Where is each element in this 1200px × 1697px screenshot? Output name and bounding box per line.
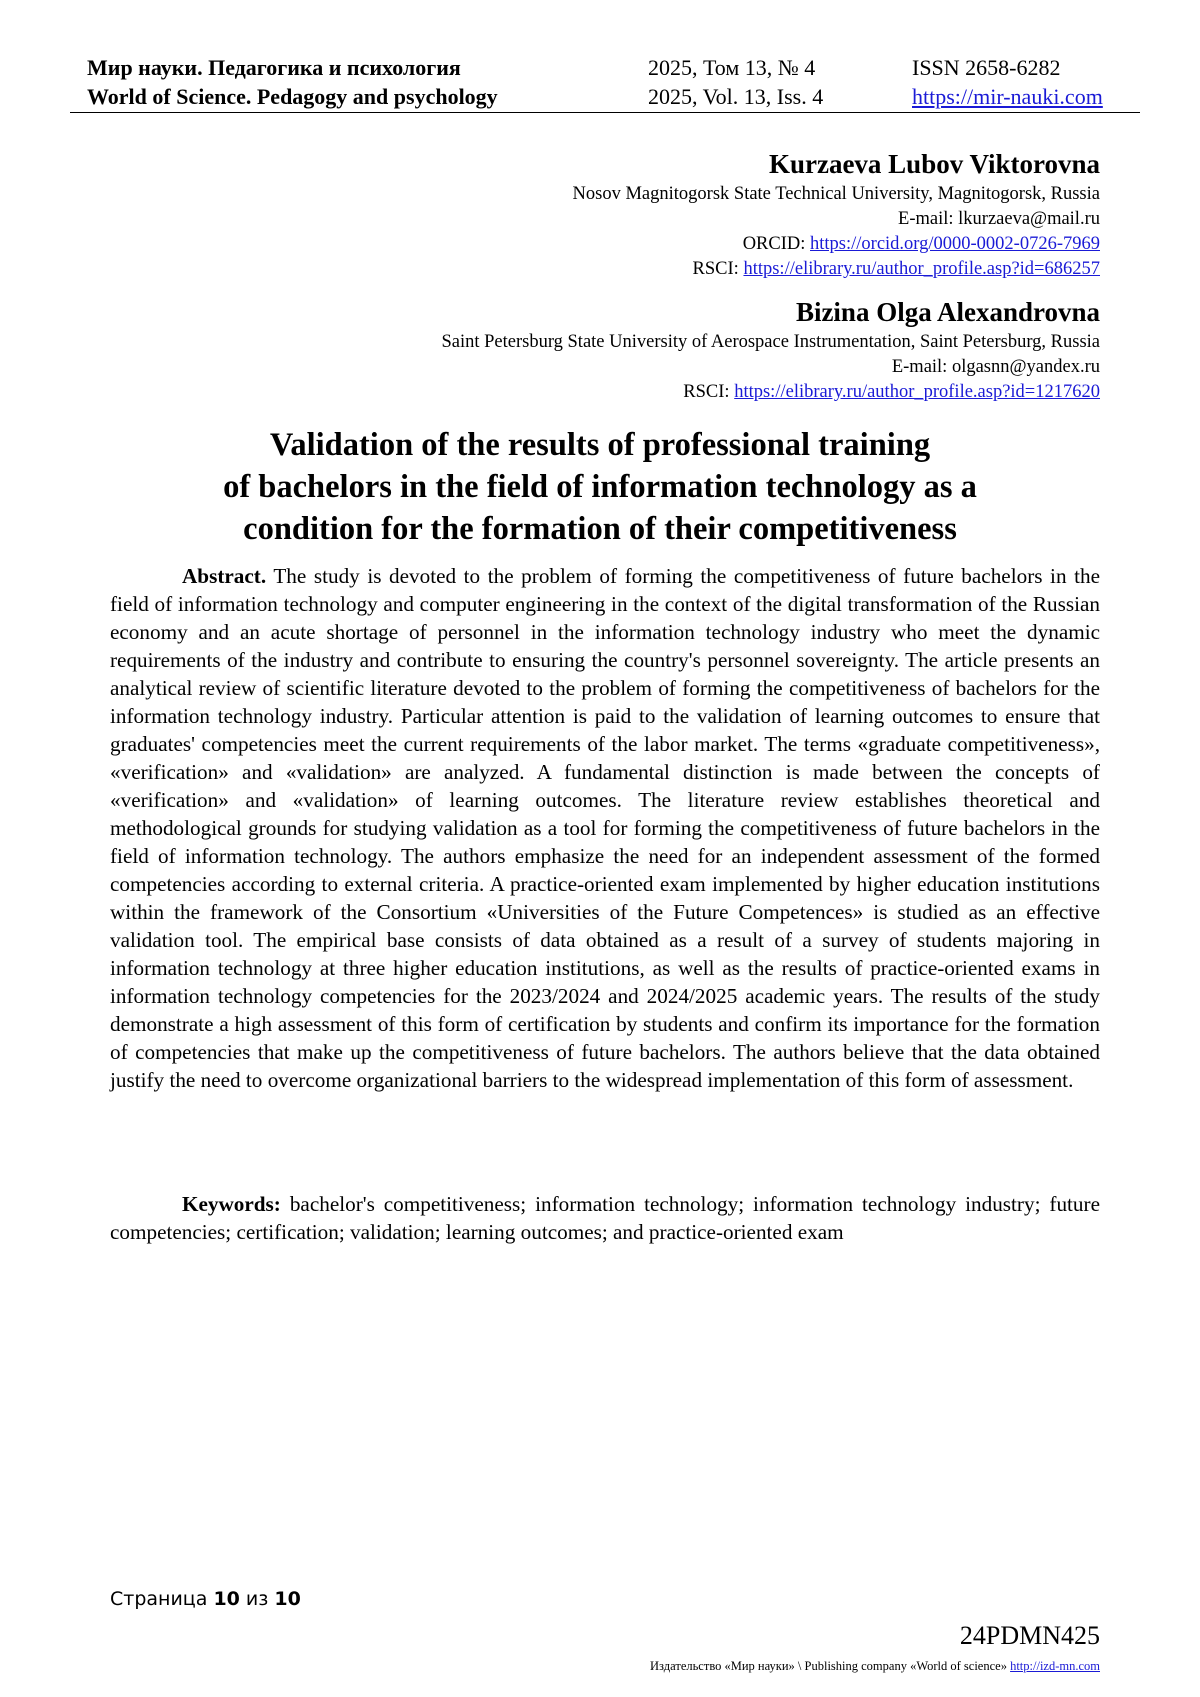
issn: ISSN 2658-6282 <box>912 55 1061 80</box>
orcid-link[interactable]: https://orcid.org/0000-0002-0726-7969 <box>810 234 1100 254</box>
author-block-1 <box>100 146 1100 282</box>
author-name: Kurzaeva Lubov Viktorovna <box>768 149 1100 179</box>
page-current: 10 <box>213 1588 240 1610</box>
abstract-text: The study is devoted to the problem of forming the competitiveness of future bachelors in the field of information technology and computer engineering in the context of the digital transformation of the Russian economy and an acute shortage of personnel in the information technology industry who meet the dynamic requirements of the industry and contribute to ensuring the country's personnel sovereignty. The article presents an analytical review of scientific literature devoted to the problem of forming the competitiveness of bachelors for the information technology industry. Particular attention is paid to the validation of learning outcomes to ensure that graduates' competencies meet the current requirements of the labor market. The terms «graduate competitiveness», «verification» and «validation» are analyzed. A fundamental distinction is made between the concepts of «verification» and «validation» of learning outcomes. The literature review establishes theoretical and methodological grounds for studying validation as a tool for forming the competitiveness of future bachelors in the field of information technology. The authors emphasize the need for an independent assessment of the formed competencies according to external criteria. A practice-oriented exam implemented by higher education institutions within the framework of the Consortium «Universities of the Future Competences» is studied as an effective validation tool. The empirical base consists of data obtained as a result of a survey of students majoring in information technology at three higher education institutions, as well as the results of practice-oriented exams in information technology competencies for the 2023/2024 and 2024/2025 academic years. The results of the study demonstrate a high assessment of this form of certification by students and confirm its importance for the formation of competencies that make up the competitiveness of future bachelors. The authors believe that the data obtained justify the need to overcome organizational barriers to the widespread implementation of this form of assessment. <box>110 564 1100 1092</box>
author-email: E-mail: lkurzaeva@mail.ru <box>898 209 1100 229</box>
rsci-link[interactable]: https://elibrary.ru/author_profile.asp?id=686257 <box>743 259 1100 279</box>
author-name: Bizina Olga Alexandrovna <box>795 297 1100 327</box>
rsci-label: RSCI: <box>692 259 744 279</box>
keywords <box>110 1190 1100 1246</box>
publisher-link[interactable]: http://izd-mn.com <box>1010 1659 1100 1673</box>
orcid-label: ORCID: <box>742 234 811 254</box>
keywords-text: bachelor's competitiveness; information technology; information technology industry; future competencies; certification; validation; learning outcomes; and practice-oriented exam <box>110 1192 1100 1244</box>
title-line: of bachelors in the field of information technology as a <box>223 469 977 505</box>
journal-site-link[interactable]: https://mir-nauki.com <box>912 84 1103 109</box>
author-email: E-mail: olgasnn@yandex.ru <box>891 357 1100 377</box>
title-line: Validation of the results of professional training <box>269 427 931 463</box>
publisher-text: Издательство «Мир науки» \ Publishing company «World of science» <box>650 1659 1011 1673</box>
page-total: 10 <box>274 1588 301 1610</box>
issue-ru: 2025, Том 13, № 4 <box>648 55 816 80</box>
journal-title-ru: Мир науки. Педагогика и психология <box>87 55 461 80</box>
publisher-footer <box>650 1658 1100 1674</box>
article-title <box>100 424 1100 550</box>
title-line: condition for the formation of their competitiveness <box>243 511 957 547</box>
rsci-label: RSCI: <box>683 382 735 402</box>
keywords-label: Keywords: <box>182 1192 281 1216</box>
article-code: 24PDMN425 <box>959 1621 1100 1650</box>
page-number: Страница 10 из 10 <box>110 1588 301 1610</box>
abstract <box>110 562 1100 1094</box>
issue-en: 2025, Vol. 13, Iss. 4 <box>648 84 824 109</box>
author-block-2 <box>100 294 1100 405</box>
abstract-label: Abstract. <box>182 564 267 588</box>
author-affiliation: Nosov Magnitogorsk State Technical University, Magnitogorsk, Russia <box>572 184 1100 204</box>
rsci-link[interactable]: https://elibrary.ru/author_profile.asp?id=1217620 <box>734 382 1100 402</box>
journal-header <box>70 50 1140 113</box>
journal-title-en: World of Science. Pedagogy and psychology <box>87 84 498 109</box>
author-affiliation: Saint Petersburg State University of Aerospace Instrumentation, Saint Petersburg, Russia <box>441 332 1100 352</box>
